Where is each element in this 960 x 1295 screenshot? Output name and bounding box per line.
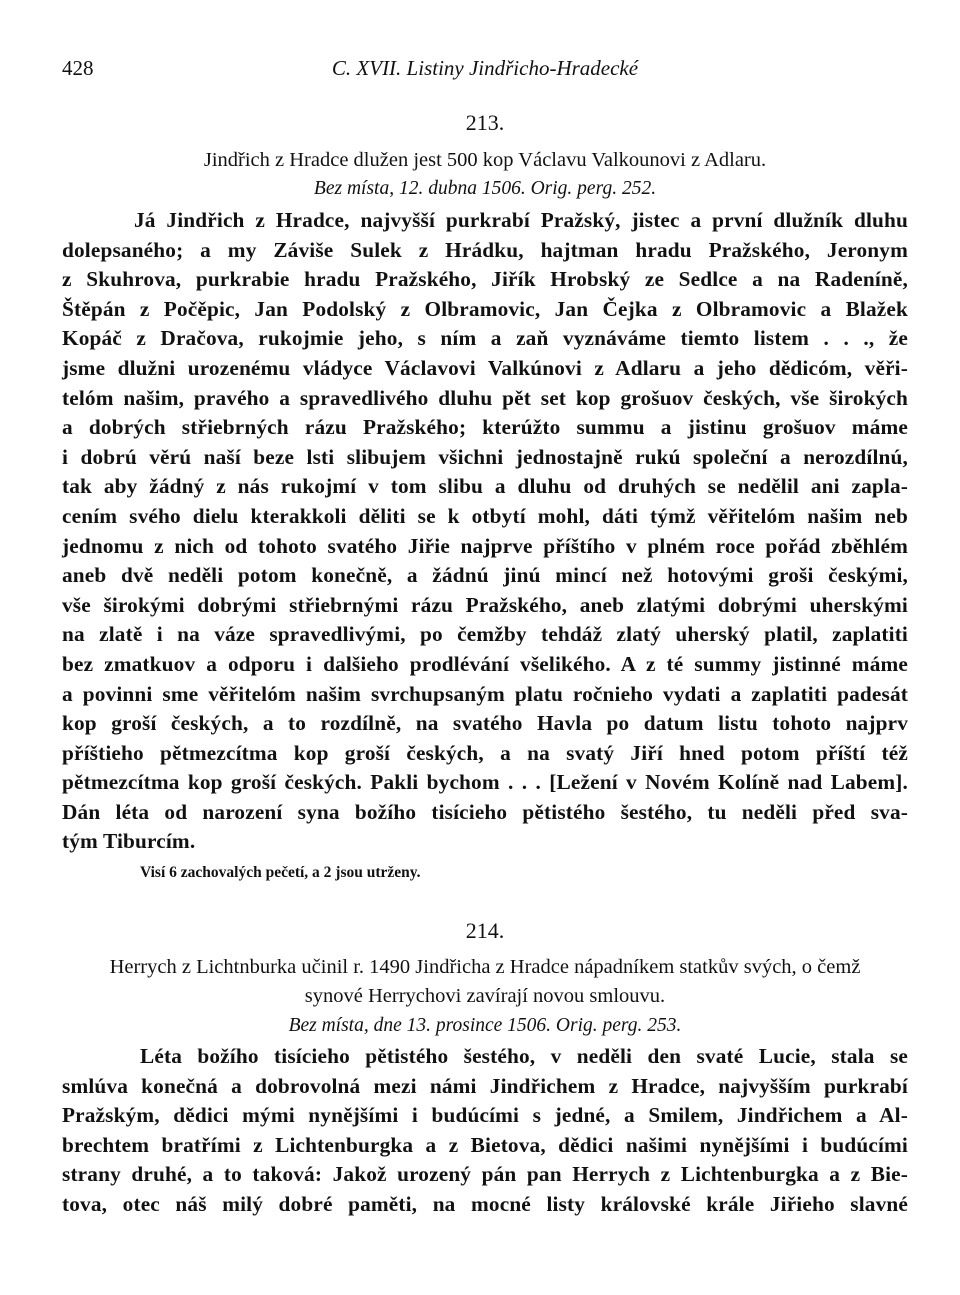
text-line: telóm našim, pravého a spravedlivého dluhu pět set kop grošuov českých, vše širokých [62,385,908,410]
text-line: na zlatě i na váze spravedlivými, po čemžby tehdáž zlatý uherský platil, zaplatiti [62,622,908,647]
document-heading [62,953,908,1011]
text-line: a dobrých střiebrných rázu Pražského; kterúžto summu a jistinu grošuov máme [62,415,908,440]
text-line: jsme dlužni urozenému vládyce Václavovi Valkúnovi z Adlaru a jeho dědicóm, věři- [62,355,908,380]
text-line: aneb dvě neděli potom konečně, a žádnú jinú mincí než hotovými groši českými, [62,563,908,588]
text-line: kop groší českých, a to rozdílně, na svatého Havla po datum listu tohoto najprv [62,711,908,736]
heading-line: synové Herrychovi zavírají novou smlouvu. [304,985,666,1007]
text-line: Kopáč z Dračova, rukojmie jeho, s ním a zaň vyznáváme tiemto listem . . ., že [62,326,908,351]
text-line: z Skuhrova, purkrabie hradu Pražského, Jiřík Hrobský ze Sedlce a na Radeníně, [62,267,908,292]
seal-note: Visí 6 zachovalých pečetí, a 2 jsou utrženy. [140,864,421,881]
document-body [62,1042,908,1220]
text-line: Pražským, dědici mými nynějšími i budúcími s jedné, a Smilem, Jindřichem a Al- [62,1103,908,1128]
text-line: tým Tiburcím. [62,829,196,854]
text-line: vše širokými dobrými střiebrnými rázu Pražského, aneb zlatými dobrými uherskými [62,592,908,617]
running-title: C. XVII. Listiny Jindřicho-Hradecké [331,56,639,80]
text-line: smlúva konečná a dobrovolná mezi námi Jindřichem z Hradce, najvyšším purkrabí [62,1073,908,1098]
text-line: dolepsaného; a my Záviše Sulek z Hrádku, hajtman hradu Pražského, Jeronym [62,237,908,262]
text-line: tova, otec náš milý dobré paměti, na mocné listy královské krále Jiřieho slavné [62,1191,908,1216]
page-number: 428 [62,56,94,80]
text-line: pětmezcítma kop groší českých. Pakli bychom . . . [Ležení v Novém Kolíně nad Labem]. [62,770,908,795]
text-line: Já Jindřich z Hradce, najvyšší purkrabí Pražský, jistec a první dlužník dluhu [134,208,908,232]
document-dateline: Bez místa, dne 13. prosince 1506. Orig. perg. 253. [288,1015,682,1036]
text-line: a povinni sme věřitelóm našim svrchupsaným platu ročnieho vydati a zaplatiti padesát [62,681,908,706]
text-line: Štěpán z Počěpic, Jan Podolský z Olbramovic, Jan Čejka z Olbramovic a Blažek [62,296,908,321]
text-line: Dán léta od narození syna božího tisícieho pětistého šestého, tu neděli před sva- [62,799,908,824]
document-body [62,206,908,857]
text-line: jednomu z nich od tohoto svatého Jiřie najprve příštího v plném roce pořád zběhlém [62,533,908,558]
text-line: i dobrú věrú naší beze lsti slibujem všichni jednostajně rukú společní a nerozdílnú, [62,444,908,469]
text-line: bez zmatkuov a odporu i dalšieho prodlévání všelikého. A z té summy jistinné máme [62,651,908,676]
document-213 [62,110,908,136]
document-number: 213. [465,110,505,135]
running-header [62,56,908,86]
document-heading: Jindřich z Hradce dlužen jest 500 kop Václavu Valkounovi z Adlaru. [203,149,767,171]
document-number: 214. [465,918,505,943]
text-line: brechtem bratřími z Lichtenburgka a z Bietova, dědici našimi nynějšími i budúcími [62,1132,908,1157]
text-line: příštieho pětmezcítma kop groší českých, a na svatý Jiří hned potom příští též [62,740,908,765]
text-line: strany druhé, a to taková: Jakož urozený pán pan Herrych z Lichtenburgka a z Bie- [62,1162,908,1187]
text-line: cením svého dielu kterakkoli děliti se k otbytí mohl, dáti týmž věřitelóm našim neb [62,503,908,528]
heading-line: Herrych z Lichtnburka učinil r. 1490 Jindřicha z Hradce nápadníkem statkův svých, o čemž [109,956,861,978]
document-dateline: Bez místa, 12. dubna 1506. Orig. perg. 252. [313,178,657,199]
text-line: tak aby žádný z nás rukojmí v tom slibu a dluhu od druhých se nedělil ani zapla- [62,474,908,499]
text-line: Léta božího tisícieho pětistého šestého, v neděli den svaté Lucie, stala se [140,1044,908,1068]
